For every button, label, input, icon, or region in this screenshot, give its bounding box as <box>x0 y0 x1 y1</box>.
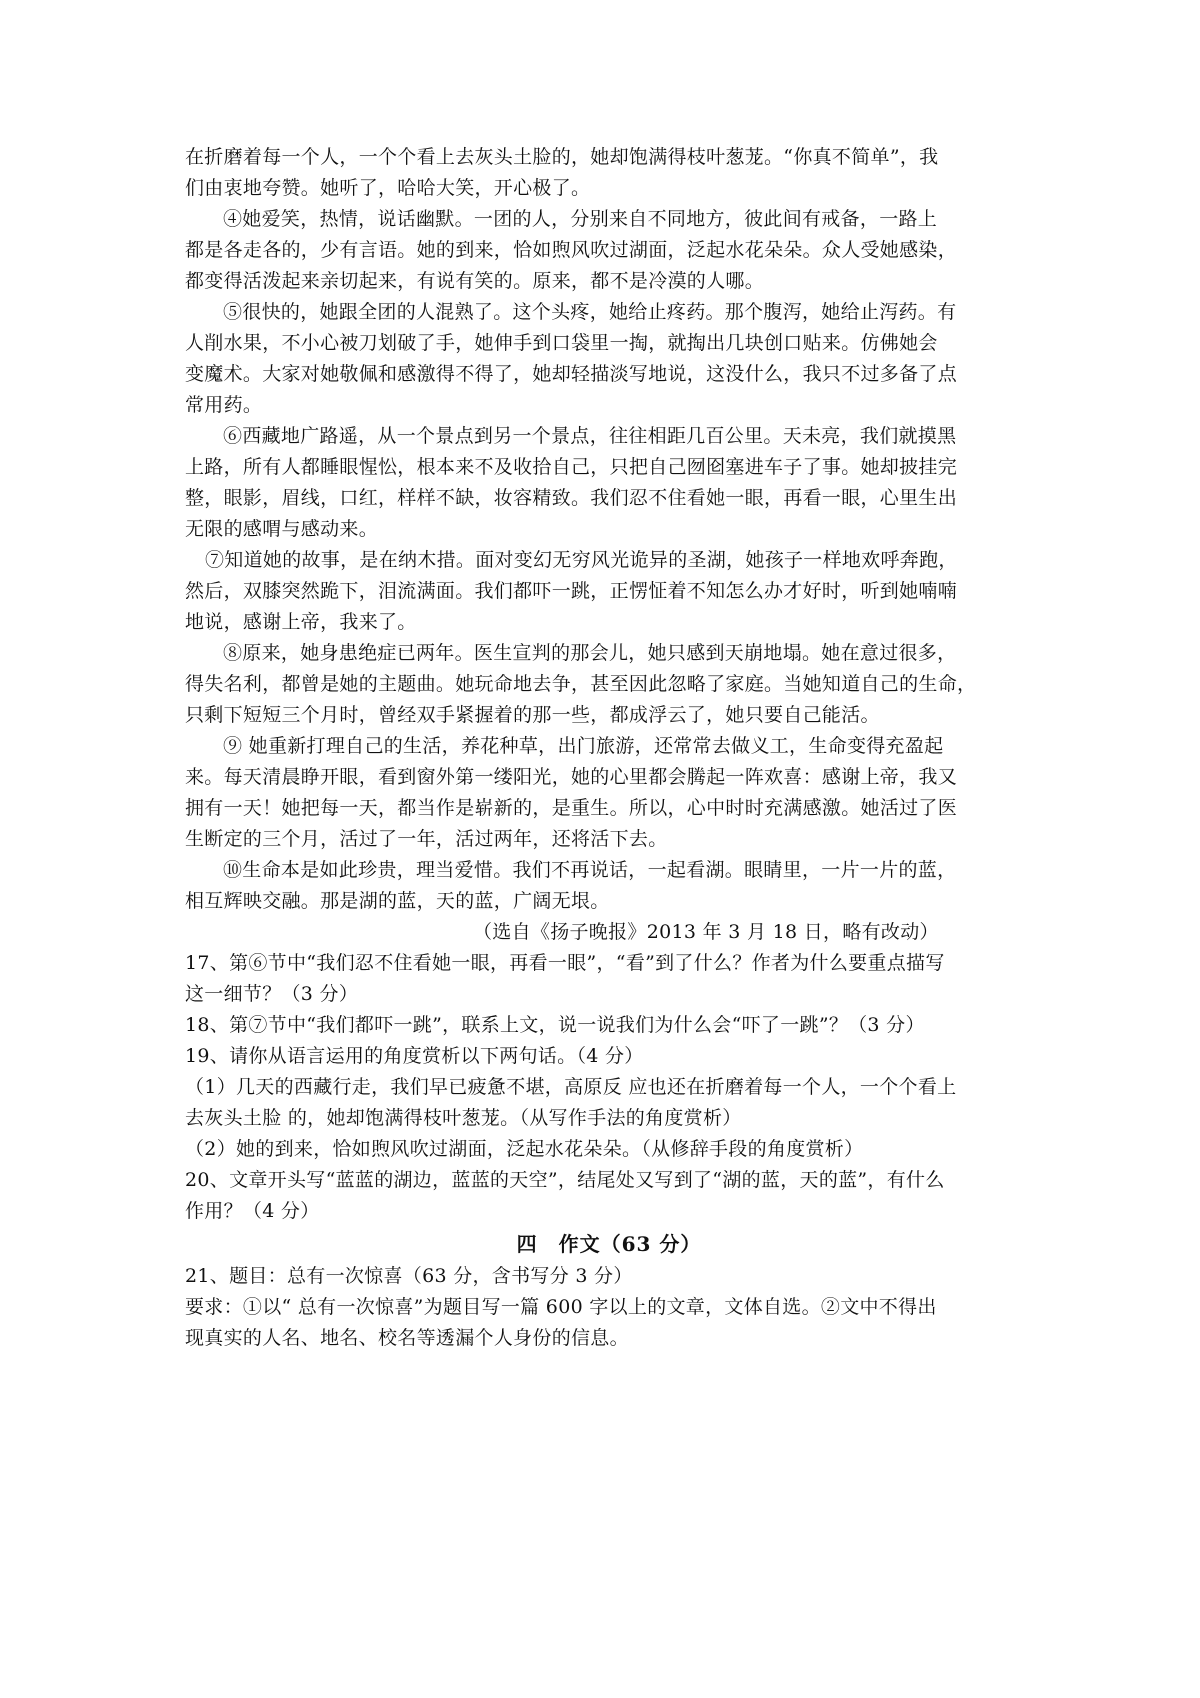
question-19-part-2: （2）她的到来，恰如煦风吹过湖面，泛起水花朵朵。（从修辞手段的角度赏析） <box>185 1138 864 1160</box>
text-line: 20、文章开头写“蓝蓝的湖边，蓝蓝的天空”，结尾处又写到了“湖的蓝，天的蓝”，有什么 <box>185 1169 945 1191</box>
text-line: （1）几天的西藏行走，我们早已疲惫不堪，高原反 应也还在折磨着每一个人，一个个看上 <box>185 1076 957 1098</box>
text-line: 然后，双膝突然跪下，泪流满面。我们都吓一跳，正愣怔着不知怎么办才好时，听到她喃喃 <box>185 580 958 602</box>
text-line: 们由衷地夸赞。她听了，哈哈大笑，开心极了。 <box>185 177 591 199</box>
question-20 <box>185 1165 1033 1227</box>
question-18: 18、第⑦节中“我们都吓一跳”，联系上文，说一说我们为什么会“吓了一跳”？（3 分） <box>185 1014 925 1036</box>
text-line: 上路，所有人都睡眼惺忪，根本来不及收拾自己，只把自己囫囵塞进车子了事。她却披挂完 <box>185 456 958 478</box>
text-line: ⑧原来，她身患绝症已两年。医生宣判的那会儿，她只感到天崩地塌。她在意过很多， <box>223 642 957 664</box>
text-line: 都是各走各的，少有言语。她的到来，恰如煦风吹过湖面，泛起水花朵朵。众人受她感染， <box>185 239 958 261</box>
paragraph-8 <box>185 638 1033 731</box>
text-line: 只剩下短短三个月时，曾经双手紧握着的那一些，都成浮云了，她只要自己能活。 <box>185 704 880 726</box>
paragraph-3-continued <box>185 142 1033 204</box>
article-source: （选自《扬子晚报》2013 年 3 月 18 日，略有改动） <box>473 921 939 943</box>
text-line: ④她爱笑，热情，说话幽默。一团的人，分别来自不同地方，彼此间有戒备，一路上 <box>223 208 938 230</box>
text-line: ⑩生命本是如此珍贵，理当爱惜。我们不再说话，一起看湖。眼睛里，一片一片的蓝， <box>223 859 957 881</box>
exam-page <box>185 142 1033 1354</box>
text-line: 在折磨着每一个人，一个个看上去灰头土脸的，她却饱满得枝叶葱茏。“你真不简单”，我 <box>185 146 939 168</box>
text-line: 生断定的三个月，活过了一年，活过两年，还将活下去。 <box>185 828 668 850</box>
text-line: 地说，感谢上帝，我来了。 <box>185 611 417 633</box>
paragraph-9 <box>185 731 1033 855</box>
text-line: 变魔术。大家对她敬佩和感激得不得了，她却轻描淡写地说，这没什么，我只不过多备了点 <box>185 363 958 385</box>
text-line: ⑥西藏地广路遥，从一个景点到另一个景点，往往相距几百公里。天未亮，我们就摸黑 <box>223 425 957 447</box>
text-line: 作用？（4 分） <box>185 1200 320 1222</box>
paragraph-4 <box>185 204 1033 297</box>
section-title-composition: 四 作文（63 分） <box>516 1232 702 1256</box>
text-line: 来。每天清晨睁开眼，看到窗外第一缕阳光，她的心里都会腾起一阵欢喜：感谢上帝，我又 <box>185 766 958 788</box>
text-line: 现真实的人名、地名、校名等透漏个人身份的信息。 <box>185 1327 629 1349</box>
text-line: 17、第⑥节中“我们忍不住看她一眼，再看一眼”，“看”到了什么？作者为什么要重点描写 <box>185 952 945 974</box>
text-line: 相互辉映交融。那是湖的蓝，天的蓝，广阔无垠。 <box>185 890 610 912</box>
paragraph-5 <box>185 297 1033 421</box>
question-19-part-1 <box>185 1072 1033 1134</box>
text-line: 这一细节？（3 分） <box>185 983 359 1005</box>
text-line: ⑤很快的，她跟全团的人混熟了。这个头疼，她给止疼药。那个腹泻，她给止泻药。有 <box>223 301 957 323</box>
text-line: 常用药。 <box>185 394 263 416</box>
question-17 <box>185 948 1033 1010</box>
text-line: 得失名利，都曾是她的主题曲。她玩命地去争，甚至因此忽略了家庭。当她知道自己的生命， <box>185 673 977 695</box>
composition-requirements <box>185 1292 1033 1354</box>
paragraph-7 <box>185 545 1033 638</box>
text-line: ⑨ 她重新打理自己的生活，养花种草，出门旅游，还常常去做义工，生命变得充盈起 <box>223 735 944 757</box>
text-line: 要求：①以“ 总有一次惊喜”为题目写一篇 600 字以上的文章，文体自选。②文中不得出 <box>185 1296 937 1318</box>
text-line: 拥有一天！她把每一天，都当作是崭新的，是重生。所以，心中时时充满感激。她活过了医 <box>185 797 958 819</box>
text-line: 都变得活泼起来亲切起来，有说有笑的。原来，都不是冷漠的人哪。 <box>185 270 765 292</box>
text-line: ⑦知道她的故事，是在纳木措。面对变幻无穷风光诡异的圣湖，她孩子一样地欢呼奔跑， <box>205 549 958 571</box>
question-21: 21、题目：总有一次惊喜（63 分，含书写分 3 分） <box>185 1265 633 1287</box>
text-line: 去灰头土脸 的，她却饱满得枝叶葱茏。（从写作手法的角度赏析） <box>185 1107 742 1129</box>
text-line: 整，眼影，眉线，口红，样样不缺，妆容精致。我们忍不住看她一眼，再看一眼，心里生出 <box>185 487 958 509</box>
question-19: 19、请你从语言运用的角度赏析以下两句话。（4 分） <box>185 1045 644 1067</box>
text-line: 人削水果，不小心被刀划破了手，她伸手到口袋里一掏，就掏出几块创口贴来。仿佛她会 <box>185 332 938 354</box>
paragraph-6 <box>185 421 1033 545</box>
text-line: 无限的感喟与感动来。 <box>185 518 379 540</box>
paragraph-10 <box>185 855 1033 917</box>
